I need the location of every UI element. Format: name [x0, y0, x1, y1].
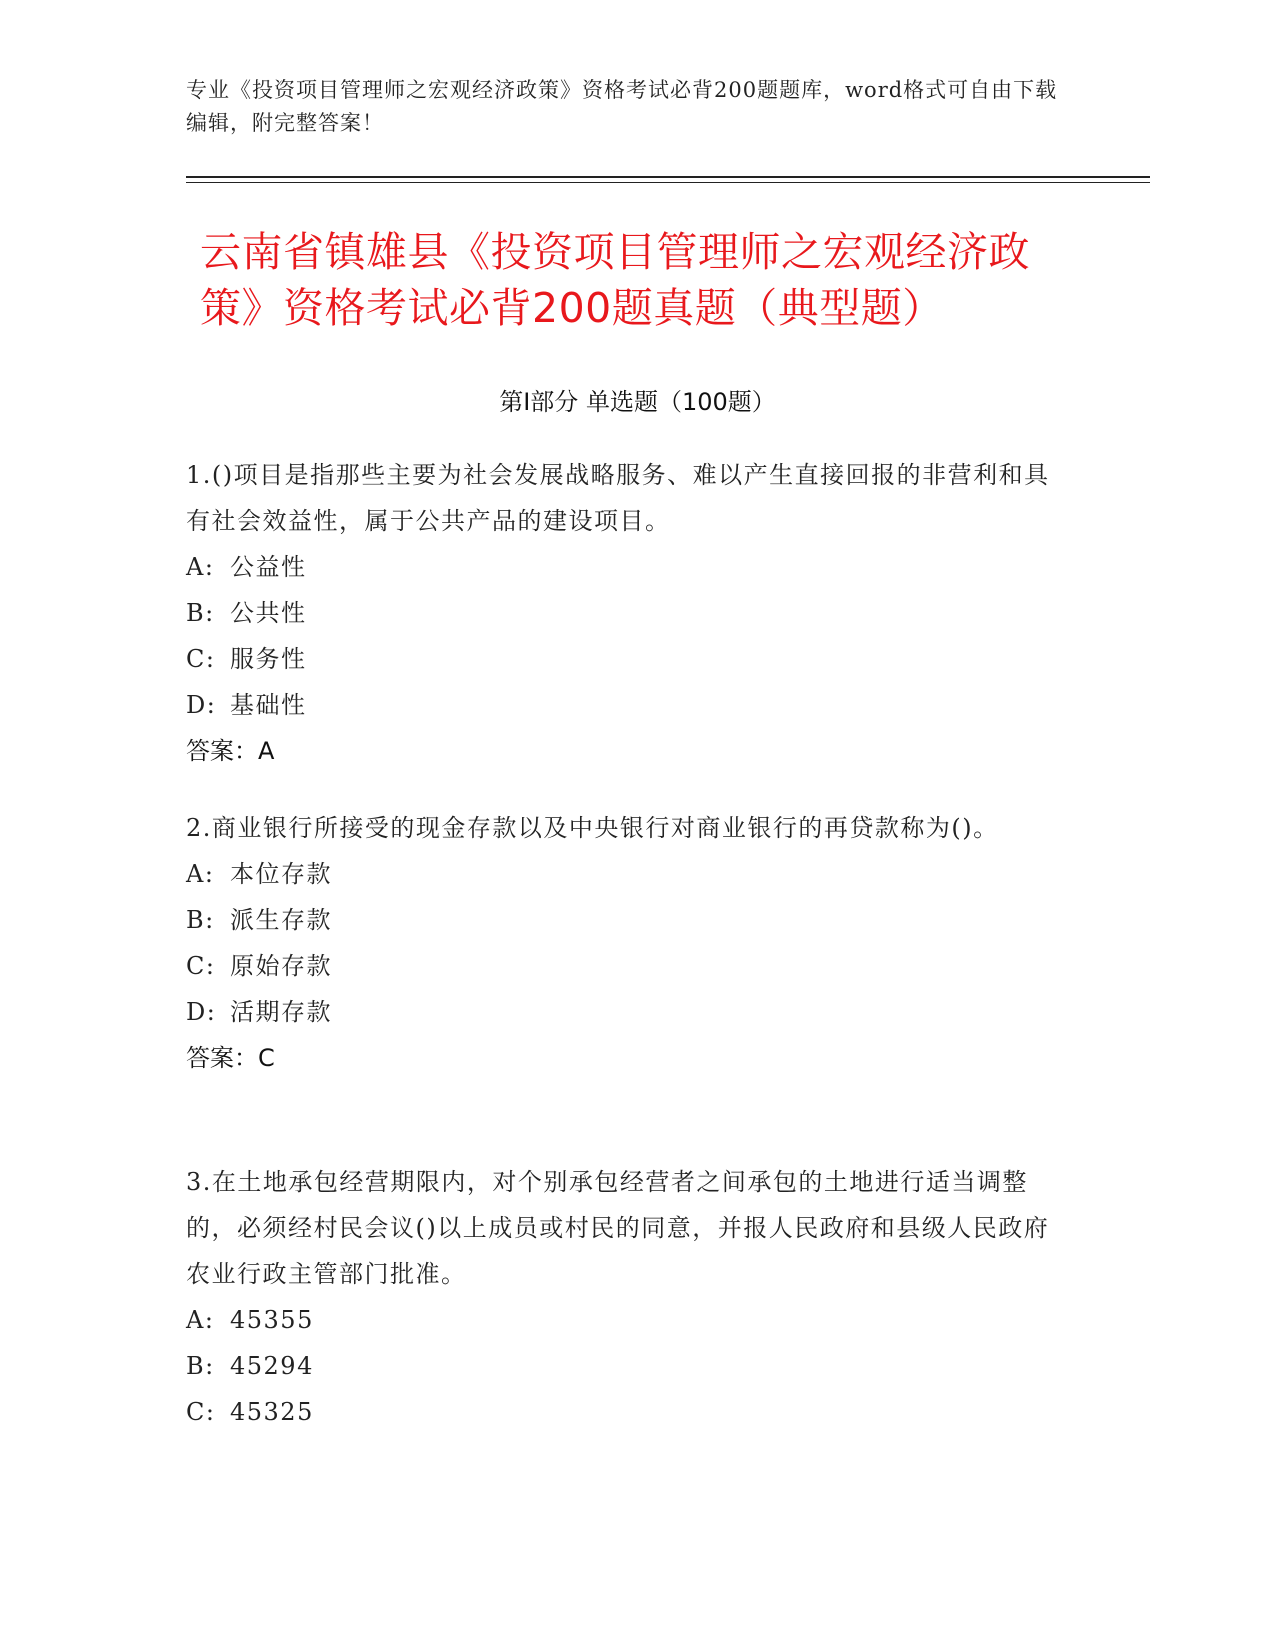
- option-letter: C:: [186, 645, 216, 673]
- option-letter: A:: [186, 553, 215, 581]
- question-stem: 2.商业银行所接受的现金存款以及中央银行对商业银行的再贷款称为()。: [186, 814, 999, 842]
- option-c: [186, 943, 1066, 989]
- answer-line: 答案：C: [186, 1044, 275, 1072]
- option-c: [186, 636, 1066, 682]
- option-text: 基础性: [230, 691, 307, 719]
- option-b: [186, 590, 1066, 636]
- option-a: [186, 851, 1066, 897]
- question-stem: 3.在土地承包经营期限内，对个别承包经营者之间承包的土地进行适当调整的，必须经村民会议()以上成员或村民的同意，并报人民政府和县级人民政府农业行政主管部门批准。: [186, 1168, 1050, 1288]
- option-text: 服务性: [230, 645, 307, 673]
- option-d: [186, 989, 1066, 1035]
- option-b: [186, 897, 1066, 943]
- option-d: [186, 682, 1066, 728]
- option-text: 派生存款: [230, 906, 332, 934]
- document-title: 云南省镇雄县《投资项目管理师之宏观经济政策》资格考试必背200题真题（典型题）: [200, 228, 1030, 332]
- option-letter: D:: [186, 998, 217, 1026]
- header-divider: [186, 176, 1150, 178]
- option-letter: B:: [186, 1352, 215, 1380]
- section-heading: 第I部分 单选题（100题）: [499, 388, 776, 416]
- option-text: 公益性: [230, 553, 307, 581]
- option-letter: B:: [186, 906, 215, 934]
- header-divider-thin: [186, 182, 1150, 183]
- option-letter: A:: [186, 1306, 215, 1334]
- option-c: [186, 1389, 1066, 1435]
- option-text: 45294: [230, 1352, 314, 1380]
- option-letter: C:: [186, 952, 216, 980]
- option-a: [186, 1297, 1066, 1343]
- option-letter: C:: [186, 1398, 216, 1426]
- question-2: [186, 805, 1066, 1081]
- option-letter: A:: [186, 860, 215, 888]
- option-text: 公共性: [230, 599, 307, 627]
- answer-line: 答案：A: [186, 737, 275, 765]
- option-letter: D:: [186, 691, 217, 719]
- option-a: [186, 544, 1066, 590]
- option-text: 45355: [230, 1306, 314, 1334]
- question-3: [186, 1159, 1066, 1435]
- question-1: [186, 452, 1066, 774]
- option-letter: B:: [186, 599, 215, 627]
- option-text: 45325: [230, 1398, 314, 1426]
- question-stem: 1.()项目是指那些主要为社会发展战略服务、难以产生直接回报的非营利和具有社会效益性，属于公共产品的建设项目。: [186, 461, 1050, 535]
- intro-text: 专业《投资项目管理师之宏观经济政策》资格考试必背200题题库，word格式可自由下载编辑，附完整答案！: [186, 78, 1058, 135]
- option-b: [186, 1343, 1066, 1389]
- option-text: 本位存款: [230, 860, 332, 888]
- option-text: 原始存款: [230, 952, 332, 980]
- option-text: 活期存款: [230, 998, 332, 1026]
